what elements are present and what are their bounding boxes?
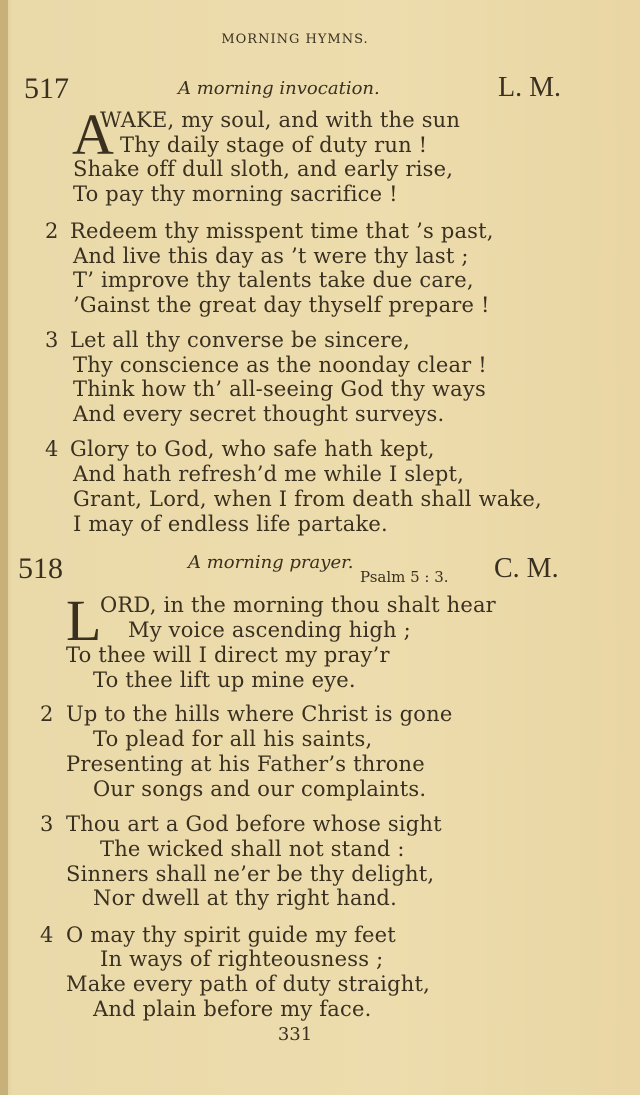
scripture-reference: Psalm 5 : 3.	[360, 568, 449, 586]
verse-line: I may of endless life partake.	[73, 512, 388, 536]
verse-line: Our songs and our complaints.	[93, 777, 427, 801]
verse-line: O may thy spirit guide my feet	[66, 923, 396, 947]
running-head: MORNING HYMNS.	[221, 32, 369, 47]
verse-line: Thy daily stage of duty run !	[120, 133, 428, 157]
verse-line: In ways of righteousness ;	[100, 947, 384, 971]
hymn-number: 518	[18, 552, 63, 585]
drop-cap: L	[66, 588, 102, 653]
verse-line: To plead for all his saints,	[93, 727, 373, 751]
verse-line: My voice ascending high ;	[128, 618, 411, 642]
verse-line: And hath refresh’d me while I slept,	[73, 462, 464, 486]
verse-number: 3	[45, 328, 59, 352]
verse-number: 2	[45, 219, 59, 243]
verse-number: 4	[40, 923, 54, 947]
verse-line: ’Gainst the great day thyself prepare !	[73, 293, 490, 317]
verse-line: Let all thy converse be sincere,	[70, 328, 411, 352]
hymn-title: A morning invocation.	[178, 78, 380, 99]
verse-line: Thou art a God before whose sight	[66, 812, 442, 836]
verse-line: And every secret thought surveys.	[73, 402, 445, 426]
hymn-number: 517	[24, 72, 69, 105]
verse-line: To thee lift up mine eye.	[93, 668, 356, 692]
verse-line: Redeem thy misspent time that ’s past,	[70, 219, 494, 243]
verse-line: Shake off dull sloth, and early rise,	[73, 157, 454, 181]
verse-line: The wicked shall not stand :	[100, 837, 405, 861]
drop-cap: A	[72, 102, 114, 167]
verse-line: Sinners shall ne’er be thy delight,	[66, 862, 435, 886]
verse-line: Think how th’ all-seeing God thy ways	[73, 377, 486, 401]
verse-line: To thee will I direct my pray’r	[66, 643, 390, 667]
hymn-title: A morning prayer.	[188, 552, 354, 573]
page-number: 331	[277, 1024, 313, 1045]
verse-line: Nor dwell at thy right hand.	[93, 886, 397, 910]
verse-number: 4	[45, 437, 59, 461]
hymn-meter: L. M.	[498, 72, 561, 103]
verse-number: 3	[40, 812, 54, 836]
verse-line: Glory to God, who safe hath kept,	[70, 437, 435, 461]
hymn-meter: C. M.	[494, 553, 559, 584]
verse-line: WAKE, my soul, and with the sun	[100, 108, 461, 132]
verse-line: To pay thy morning sacrifice !	[73, 182, 398, 206]
verse-line: Grant, Lord, when I from death shall wake,	[73, 487, 542, 511]
verse-line: Up to the hills where Christ is gone	[66, 702, 453, 726]
verse-line: T’ improve thy talents take due care,	[73, 268, 474, 292]
verse-number: 2	[40, 702, 54, 726]
verse-line: And plain before my face.	[93, 997, 372, 1021]
verse-line: Thy conscience as the noonday clear !	[73, 353, 487, 377]
page-edge	[0, 0, 8, 1095]
verse-line: And live this day as ’t were thy last ;	[73, 244, 469, 268]
verse-line: Make every path of duty straight,	[66, 972, 430, 996]
verse-line: Presenting at his Father’s throne	[66, 752, 425, 776]
verse-line: ORD, in the morning thou shalt hear	[100, 593, 496, 617]
